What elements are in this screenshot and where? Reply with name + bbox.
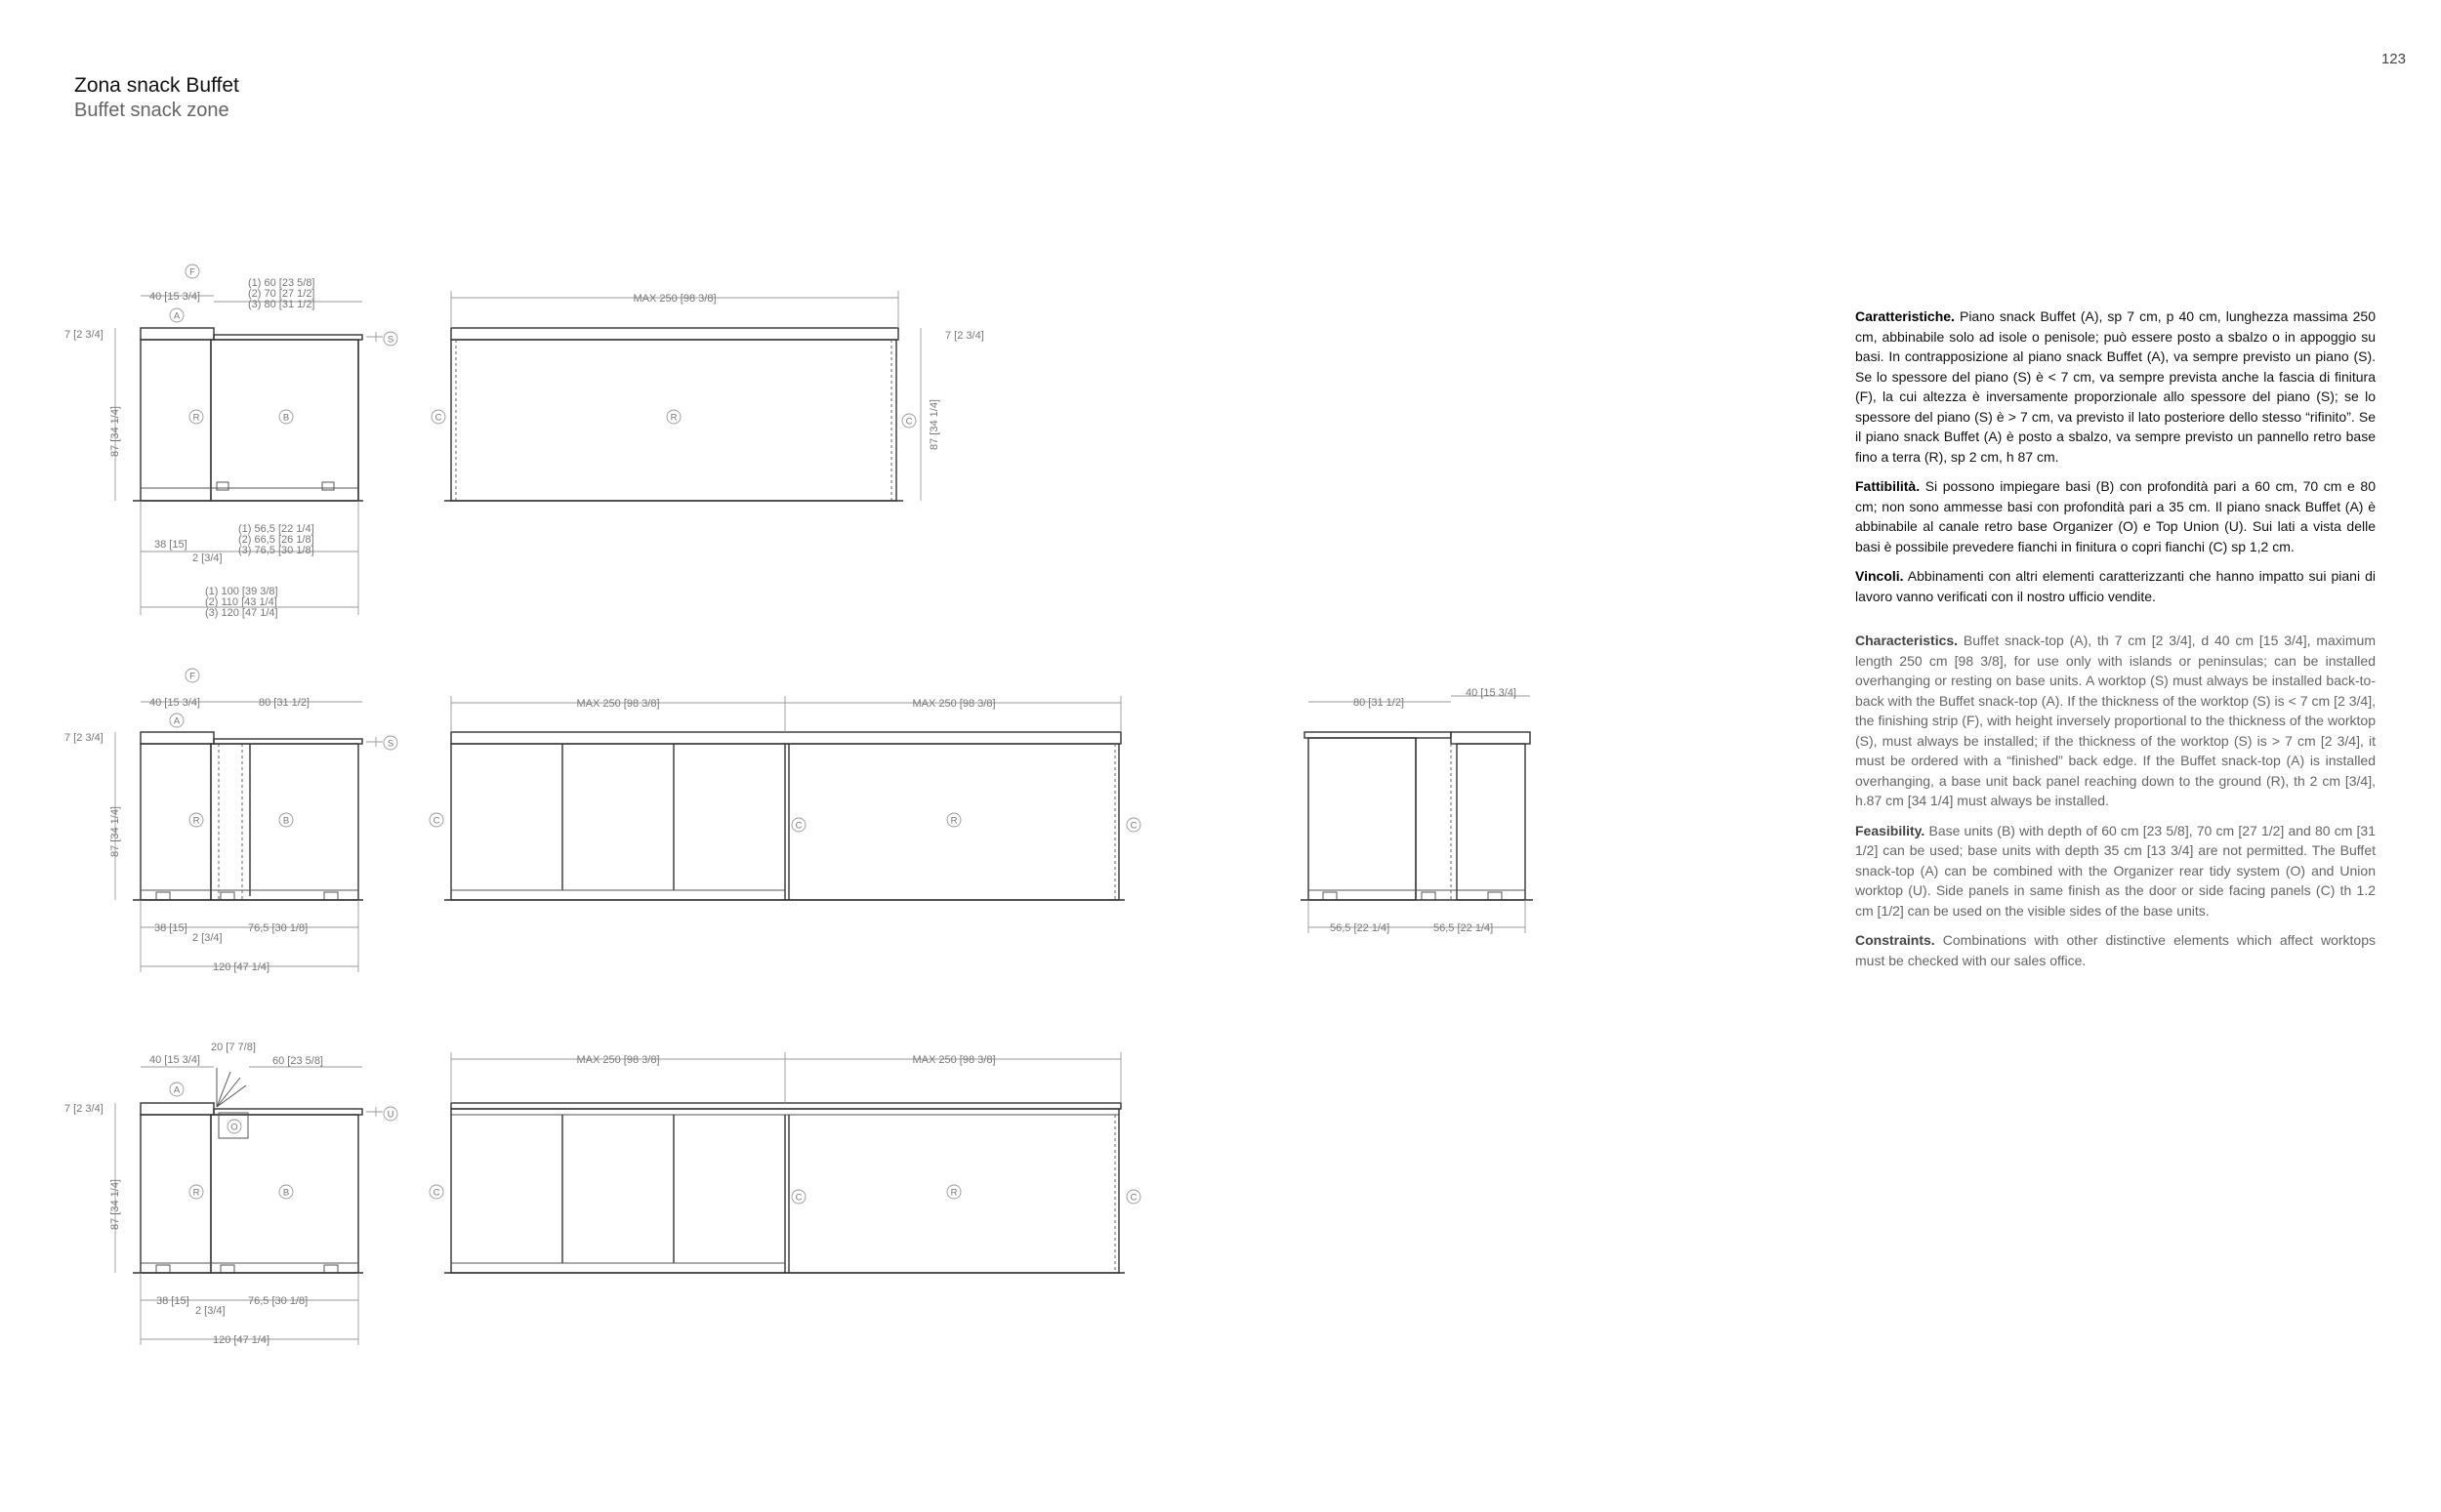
drawing-row2-end-section [1301,696,1533,933]
en-constraints [1855,930,2376,970]
bubble-s-r2-label: S [387,738,394,750]
bubble-r-r1-label: R [192,412,200,424]
dim-r3-2: 2 [3/4] [195,1305,226,1317]
dim-r1-front-7: 7 [2 3/4] [945,330,984,342]
bubble-c-r1-left-label: C [434,412,442,424]
en-feasibility-body: Base units (B) with depth of 60 cm [23 5/8], 70 cm [27 1/2] and 80 cm [31 1/2] can be used; base units with depth 35 cm [13 3/4] are not permitted. The Buffet snack-top (A) can be combined with the Organizer rear tidy system (O) and Union worktop (U). Side panels in same finish as the door or side facing panels (C) th 1.2 cm [1/2] can be used on the visible sides of the base units. [1855,822,2376,919]
bubble-f-r1-label: F [189,266,195,278]
dim-r2-front-max250-a: MAX 250 [98 3/8] [576,698,660,710]
it-constraints-body: Abbinamenti con altri elementi caratterizzanti che hanno impatto sui piani di lavoro vanno verificati con il nostro ufficio vendite. [1855,568,2376,604]
dim-r1-top-opt1: (1) 60 [23 5/8] [248,277,315,289]
en-feasibility [1855,821,2376,921]
it-feasibility [1855,476,2376,556]
dim-r2-end-565-b: 56,5 [22 1/4] [1433,922,1494,934]
it-feasibility-body: Si possono impiegare basi (B) con profondità pari a 60 cm, 70 cm e 80 cm; non sono ammesse basi con profondità pari a 35 cm. Il piano snack Buffet (A) è abbinabile al canale retro base Organizer (O) e Top Union (U). Sui lati a vista delle basi è possibile prevedere fianchi in finitura o copri fianchi (C) sp 1,2 cm. [1855,478,2376,554]
dim-r2-end-565-a: 56,5 [22 1/4] [1330,922,1390,934]
it-constraints-label: Vincoli. [1855,568,1904,584]
bubble-c-r2-right-label: C [1130,820,1138,832]
dim-r2-2: 2 [3/4] [192,932,223,944]
bubble-a-r1-label: A [173,310,181,322]
en-constraints-body: Combinations with other distinctive elements which affect worktops must be checked with our sales office. [1855,932,2376,968]
dim-r3-76: 76,5 [30 1/8] [248,1295,309,1307]
dim-r3-20: 20 [7 7/8] [211,1042,256,1053]
bubble-o-r3-label: O [230,1122,238,1133]
bubble-c-r3-mid-label: C [795,1192,803,1204]
dim-r2-front-max250-b: MAX 250 [98 3/8] [912,698,996,710]
bubble-a-r3-label: A [173,1084,181,1096]
dim-r1-top-opt3: (3) 80 [31 1/2] [248,299,315,310]
drawing-row3-front [444,1052,1125,1273]
bubble-b-r1-label: B [282,412,290,424]
dim-r2-120: 120 [47 1/4] [213,961,270,973]
dim-r2-7: 7 [2 3/4] [64,732,103,744]
description-column [1855,306,2376,980]
dim-r1-total-opt1: (1) 100 [39 3/8] [205,586,278,597]
drawing-row1-front [444,291,921,501]
bubble-c-r3-left-label: C [433,1187,440,1199]
dim-r3-front-max250-b: MAX 250 [98 3/8] [912,1054,996,1066]
dim-r2-end-80: 80 [31 1/2] [1353,697,1404,709]
dim-r1-40: 40 [15 3/4] [149,291,200,303]
dim-r2-40: 40 [15 3/4] [149,697,200,709]
drawing-row1-side-section [115,296,383,615]
bubble-c-r2-left-label: C [433,815,440,827]
it-feasibility-label: Fattibilità. [1855,478,1921,494]
bubble-r-r1-front-label: R [670,412,678,424]
bubble-f-r2-label: F [189,671,195,682]
dim-r3-40: 40 [15 3/4] [149,1054,200,1066]
it-characteristics-label: Caratteristiche. [1855,308,1955,324]
dim-r1-front-87: 87 [34 1/4] [929,399,940,450]
description-italian [1855,306,2376,606]
dim-r2-76: 76,5 [30 1/8] [248,922,309,934]
description-english [1855,631,2376,970]
page-number: 123 [2380,51,2406,67]
it-characteristics [1855,306,2376,467]
it-constraints [1855,566,2376,606]
bubble-u-r3-label: U [387,1109,394,1121]
dim-r2-end-40: 40 [15 3/4] [1466,687,1516,699]
en-constraints-label: Constraints. [1855,932,1935,948]
dim-r3-120: 120 [47 1/4] [213,1334,270,1346]
dim-r3-60: 60 [23 5/8] [272,1055,323,1067]
page-title: Zona snack Buffet [74,74,239,97]
dim-r2-38: 38 [15] [154,922,187,934]
bubble-a-r2-label: A [173,715,181,727]
dim-r1-top-opt2: (2) 70 [27 1/2] [248,288,315,300]
dim-r1-total-opt3: (3) 120 [47 1/4] [205,607,278,619]
page-subtitle: Buffet snack zone [74,100,229,121]
dim-r3-front-max250-a: MAX 250 [98 3/8] [576,1054,660,1066]
it-characteristics-body: Piano snack Buffet (A), sp 7 cm, p 40 cm, lunghezza massima 250 cm, abbinabile solo ad isole o penisole; può essere posto a sbalzo o in appoggio su basi. In contrapposizione al piano snack Buffet (A), va sempre previsto un piano (S). Se lo spessore del piano (S) è < 7 cm, va sempre prevista anche la fascia di finitura (F), la cui altezza è inversamente proporzionale allo spessore del piano (S); se lo spessore del piano (S) è > 7 cm, va previsto il lato posteriore dello stesso “rifinito”. Se il piano snack Buffet (A) è posto a sbalzo, va sempre previsto un pannello retro base fino a terra (R), sp 2 cm, h 87 cm. [1855,308,2376,465]
bubble-r-r3-front-label: R [950,1187,958,1199]
dim-r2-87: 87 [34 1/4] [109,806,121,857]
bubble-r-r2-label: R [192,815,200,827]
dim-r3-38: 38 [15] [156,1295,189,1307]
dim-r1-38: 38 [15] [154,539,187,551]
bubble-b-r2-label: B [282,815,290,827]
dim-r1-7: 7 [2 3/4] [64,329,103,341]
bubble-r-r2-front-label: R [950,815,958,827]
bubble-r-r3-label: R [192,1187,200,1199]
bubble-s-r1-label: S [387,334,394,346]
dim-r2-80: 80 [31 1/2] [259,697,310,709]
drawing-row2-front [444,696,1125,900]
dim-r1-total-opt2: (2) 110 [43 1/4] [205,596,277,608]
bubble-c-r1-right-label: C [905,416,913,428]
bubble-c-r2-mid-label: C [795,820,803,832]
dim-r1-base-opt2: (2) 66,5 [26 1/8] [238,534,314,546]
en-feasibility-label: Feasibility. [1855,822,1925,838]
en-characteristics [1855,631,2376,811]
en-characteristics-label: Characteristics. [1855,633,1959,648]
dim-r3-7: 7 [2 3/4] [64,1103,103,1115]
dim-r1-base-opt1: (1) 56,5 [22 1/4] [238,523,314,535]
dim-r1-front-max250: MAX 250 [98 3/8] [633,293,717,305]
dim-r1-2: 2 [3/4] [192,552,223,564]
dim-r1-base-opt3: (3) 76,5 [30 1/8] [238,545,314,556]
bubble-b-r3-label: B [282,1187,290,1199]
bubble-c-r3-right-label: C [1130,1192,1138,1204]
en-characteristics-body: Buffet snack-top (A), th 7 cm [2 3/4], d 40 cm [15 3/4], maximum length 250 cm [98 3/8], for use only with islands or peninsulas; can be installed overhanging or resting on base units. A worktop (S) must always be installed back-to-back with the Buffet snack-top (A). If the thickness of the worktop (S) is < 7 cm [2 3/4], the finishing strip (F), with height inversely proportional to the thickness of the worktop (S), must always be installed; if the thickness of the worktop (S) is > 7 cm [2 3/4], it must be ordered with a “finished” back edge. If the Buffet snack-top (A) is installed overhanging, a base unit back panel reaching down to the ground (R), th 2 cm [3/4], h.87 cm [34 1/4] must always be installed. [1855,633,2376,808]
dim-r3-87: 87 [34 1/4] [109,1179,121,1230]
dim-r1-87: 87 [34 1/4] [109,406,121,457]
